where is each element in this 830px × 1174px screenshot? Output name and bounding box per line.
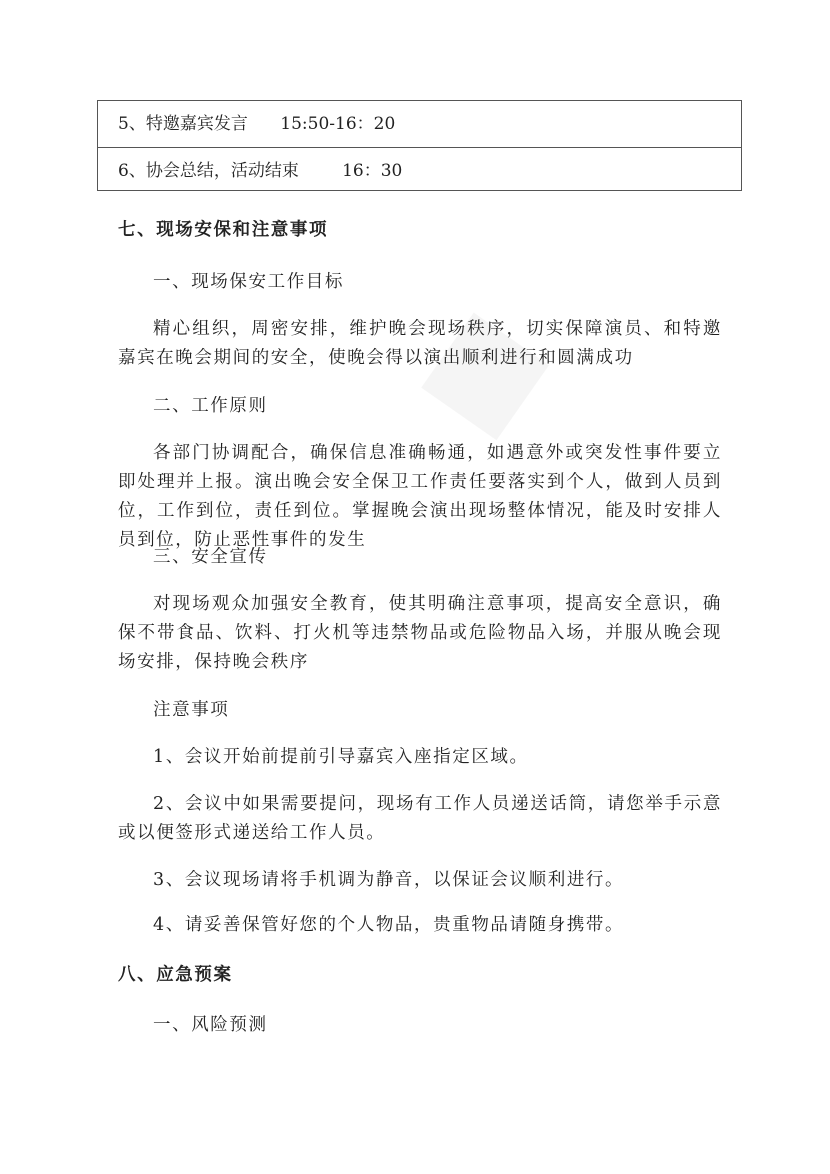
row-time: 15:50-16：20 <box>280 114 396 134</box>
note-item: 4、请妥善保管好您的个人物品，贵重物品请随身携带。 <box>153 915 625 935</box>
schedule-table <box>97 100 742 191</box>
subheading: 一、现场保安工作目标 <box>153 272 344 292</box>
paragraph: 各部门协调配合，确保信息准确畅通，如遇意外或突发性事件要立即处理并上报。演出晚会安全保卫工作责任要落实到个人，做到人员到位，工作到位，责任到位。掌握晚会演出现场整体情况，能及时安排人员到位，防止恶性事件的发生 <box>118 443 722 550</box>
note-item: 2、会议中如果需要提问，现场有工作人员递送话筒，请您举手示意或以便签形式递送给工作人员。 <box>118 794 722 843</box>
note-item: 1、会议开始前提前引导嘉宾入座指定区域。 <box>153 747 529 767</box>
subheading: 一、风险预测 <box>153 1015 268 1035</box>
subheading: 二、工作原则 <box>153 396 268 416</box>
section-heading: 七、现场安保和注意事项 <box>118 220 329 240</box>
note-item: 3、会议现场请将手机调为静音，以保证会议顺利进行。 <box>153 870 625 890</box>
subheading: 三、安全宣传 <box>153 547 268 567</box>
row-item: 6、协会总结，活动结束 <box>118 161 299 181</box>
paragraph: 对现场观众加强安全教育，使其明确注意事项，提高安全意识，确保不带食品、饮料、打火机等违禁物品或危险物品入场，并服从晚会现场安排，保持晚会秩序 <box>118 594 722 672</box>
section-heading: 八、应急预案 <box>118 965 233 985</box>
table-row <box>98 148 741 190</box>
notes-title: 注意事项 <box>153 700 230 720</box>
row-time: 16：30 <box>342 161 403 181</box>
table-row <box>98 101 741 148</box>
row-item: 5、特邀嘉宾发言 <box>118 114 248 134</box>
paragraph: 精心组织，周密安排，维护晚会现场秩序，切实保障演员、和特邀嘉宾在晚会期间的安全，使晚会得以演出顺利进行和圆满成功 <box>118 319 722 368</box>
